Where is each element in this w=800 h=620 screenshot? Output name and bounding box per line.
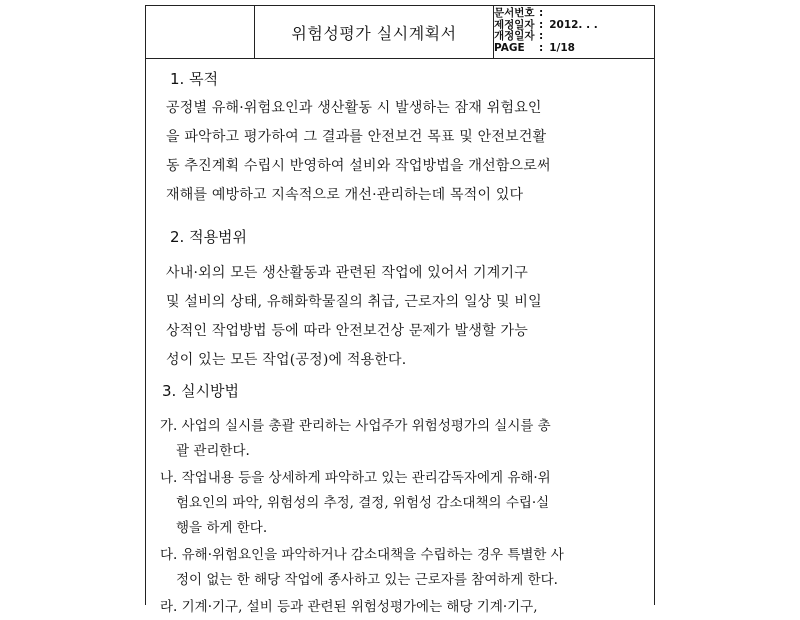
meta-page: PAGE : 1/18 — [494, 41, 575, 54]
paragraph-line: 상적인 작업방법 등에 따라 안전보건상 문제가 발생할 가능 — [166, 323, 528, 339]
section-purpose-body — [166, 94, 551, 210]
list-item-line: 가. 사업의 실시를 총괄 관리하는 사업주가 위험성평가의 실시를 총 — [160, 418, 551, 434]
list-item — [160, 414, 564, 464]
list-item-line: 괄 관리한다. — [176, 443, 250, 459]
document-header — [146, 6, 654, 59]
list-item-line: 다. 유해·위험요인을 파악하거나 감소대책을 수립하는 경우 특별한 사 — [160, 547, 564, 563]
paragraph-line: 재해를 예방하고 지속적으로 개선·관리하는데 목적이 있다 — [166, 187, 524, 203]
section-scope-body — [166, 259, 542, 375]
meta-label: 개정일자 — [494, 30, 535, 42]
meta-label: PAGE — [494, 41, 525, 54]
document-meta — [494, 8, 654, 56]
list-item-line: 나. 작업내용 등을 상세하게 파악하고 있는 관리감독자에게 유해·위 — [160, 470, 551, 486]
meta-doc-number: 문서번호 : — [494, 7, 544, 19]
meta-value: 1/18 — [549, 41, 575, 54]
meta-label: 제정일자 — [494, 18, 535, 31]
meta-created-date: 제정일자 : 2012. . . — [494, 18, 598, 31]
list-item — [160, 543, 564, 593]
paragraph-line: 을 파악하고 평가하여 그 결과를 안전보건 목표 및 안전보건활 — [166, 129, 547, 145]
paragraph-line: 동 추진계획 수립시 반영하여 설비와 작업방법을 개선함으로써 — [166, 158, 551, 174]
section-purpose — [166, 68, 218, 89]
list-item-line: 험요인의 파악, 위험성의 추정, 결정, 위험성 감소대책의 수립·실 — [176, 495, 550, 511]
paragraph-line: 공정별 유해·위험요인과 생산활동 시 발생하는 잠재 위험요인 — [166, 100, 542, 116]
meta-value: 2012. . . — [549, 18, 598, 31]
paragraph-line: 성이 있는 모든 작업(공정)에 적용한다. — [166, 352, 407, 368]
list-item-line: 정이 없는 한 해당 작업에 종사하고 있는 근로자를 참여하게 한다. — [176, 572, 558, 588]
list-item-line: 행을 하게 한다. — [176, 520, 268, 536]
section-title: 2. 적용범위 — [170, 228, 248, 246]
section-method — [158, 380, 239, 401]
section-title: 1. 목적 — [170, 70, 219, 88]
meta-revised-date: 개정일자 : — [494, 30, 544, 42]
section-scope — [166, 226, 247, 247]
list-item — [160, 595, 564, 620]
section-method-list — [160, 414, 564, 620]
document-frame — [145, 5, 655, 615]
meta-label: 문서번호 — [494, 7, 535, 19]
paragraph-line: 및 설비의 상태, 유해화학물질의 취급, 근로자의 일상 및 비일 — [166, 294, 542, 310]
section-title: 3. 실시방법 — [162, 382, 240, 400]
paragraph-line: 사내·외의 모든 생산활동과 관련된 작업에 있어서 기계기구 — [166, 265, 528, 281]
list-item — [160, 466, 564, 541]
document-title: 위험성평가 실시계획서 — [254, 6, 494, 58]
list-item-line: 라. 기계·기구, 설비 등과 관련된 위험성평가에는 해당 기계·기구, — [160, 599, 538, 615]
